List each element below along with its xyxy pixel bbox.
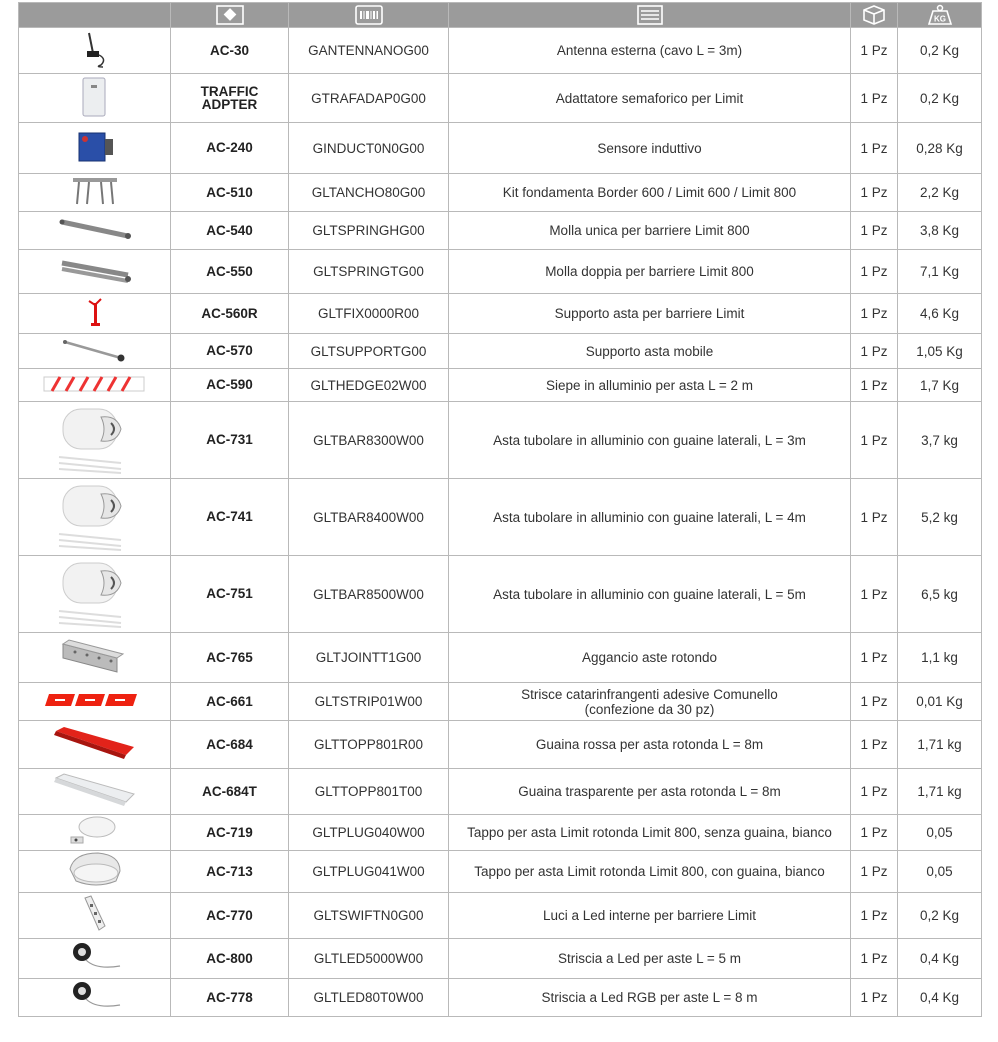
quantity: 1 Pz [851,683,898,721]
table-row [19,369,982,402]
quantity: 1 Pz [851,479,898,556]
quantity: 1 Pz [851,556,898,633]
table-row [19,851,982,893]
product-thumbnail [19,212,171,250]
header-desc-col [449,3,851,28]
weight: 1,7 Kg [898,369,982,402]
weight: 2,2 Kg [898,174,982,212]
product-description: Adattatore semaforico per Limit [449,74,851,123]
product-thumbnail [19,815,171,851]
product-code: AC-770 [171,893,289,939]
table-row [19,556,982,633]
product-code: AC-765 [171,633,289,683]
article-code: GLTBAR8300W00 [289,402,449,479]
weight: 1,1 kg [898,633,982,683]
table-row [19,250,982,294]
package-icon [861,4,887,26]
product-code: AC-540 [171,212,289,250]
product-description: Sensore induttivo [449,123,851,174]
article-code: GLTBAR8400W00 [289,479,449,556]
product-code: AC-590 [171,369,289,402]
weight: 0,05 [898,851,982,893]
article-code: GANTENNANOG00 [289,28,449,74]
product-thumbnail [19,479,171,556]
quantity: 1 Pz [851,851,898,893]
product-code: AC-30 [171,28,289,74]
quantity: 1 Pz [851,334,898,369]
barcode-icon [355,5,383,25]
article-code: GLTTOPP801T00 [289,769,449,815]
article-code: GINDUCT0N0G00 [289,123,449,174]
table-row [19,74,982,123]
header-row [19,3,982,28]
weight: 0,4 Kg [898,939,982,979]
article-code: GLTLED5000W00 [289,939,449,979]
weight: 1,71 kg [898,769,982,815]
joint-image [19,634,170,681]
table-row [19,334,982,369]
weight: 3,8 Kg [898,212,982,250]
product-thumbnail [19,250,171,294]
svg-text:KG: KG [933,14,946,24]
header-qty-col [851,3,898,28]
table-row [19,174,982,212]
product-description: Luci a Led interne per barriere Limit [449,893,851,939]
weight: 0,01 Kg [898,683,982,721]
quantity: 1 Pz [851,893,898,939]
product-description: Kit fondamenta Border 600 / Limit 600 / Limit 800 [449,174,851,212]
weight: 0,2 Kg [898,893,982,939]
product-code: AC-570 [171,334,289,369]
hedge-image [19,371,170,400]
product-thumbnail [19,979,171,1017]
product-code: AC-731 [171,402,289,479]
table-row [19,683,982,721]
product-description: Strisce catarinfrangenti adesive Comunello (confezione da 30 pz) [449,683,851,721]
product-thumbnail [19,369,171,402]
product-thumbnail [19,74,171,123]
table-row [19,123,982,174]
article-code: GTRAFADAP0G00 [289,74,449,123]
article-code: GLTSTRIP01W00 [289,683,449,721]
table-row [19,893,982,939]
product-description: Guaina trasparente per asta rotonda L = 8m [449,769,851,815]
weight: 0,2 Kg [898,28,982,74]
quantity: 1 Pz [851,369,898,402]
header-weight-col [898,3,982,28]
article-code: GLTLED80T0W00 [289,979,449,1017]
article-code: GLTSWIFTN0G00 [289,893,449,939]
product-description: Molla unica per barriere Limit 800 [449,212,851,250]
bar-image [19,557,170,632]
product-thumbnail [19,294,171,334]
product-description: Tappo per asta Limit rotonda Limit 800, con guaina, bianco [449,851,851,893]
reel-image [19,940,170,977]
article-code: GLTTOPP801R00 [289,721,449,769]
table-row [19,815,982,851]
quantity: 1 Pz [851,939,898,979]
weight: 0,2 Kg [898,74,982,123]
strips-image [19,688,170,715]
weight: 5,2 kg [898,479,982,556]
article-code: GLTSPRINGTG00 [289,250,449,294]
product-description: Aggancio aste rotondo [449,633,851,683]
quantity: 1 Pz [851,294,898,334]
product-code: AC-719 [171,815,289,851]
article-code: GLTANCHO80G00 [289,174,449,212]
product-code: AC-240 [171,123,289,174]
reel-image [19,979,170,1016]
quantity: 1 Pz [851,212,898,250]
table-row [19,979,982,1017]
weight: 7,1 Kg [898,250,982,294]
bar-image [19,403,170,478]
quantity: 1 Pz [851,250,898,294]
product-description: Tappo per asta Limit rotonda Limit 800, senza guaina, bianco [449,815,851,851]
clearsheath-image [19,772,170,811]
product-code: AC-741 [171,479,289,556]
table-row [19,769,982,815]
ledboard-image [19,894,170,937]
product-description: Molla doppia per barriere Limit 800 [449,250,851,294]
antenna-image [19,29,170,72]
product-description: Supporto asta mobile [449,334,851,369]
weight: 6,5 kg [898,556,982,633]
quantity: 1 Pz [851,721,898,769]
table-row [19,28,982,74]
spring2-image [19,253,170,290]
article-code: GLTJOINTT1G00 [289,633,449,683]
weight: 0,05 [898,815,982,851]
product-code: AC-800 [171,939,289,979]
product-thumbnail [19,402,171,479]
product-description: Striscia a Led RGB per aste L = 8 m [449,979,851,1017]
rod-image [19,336,170,367]
article-code: GLTHEDGE02W00 [289,369,449,402]
product-thumbnail [19,721,171,769]
redsheath-image [19,725,170,764]
product-code: AC-713 [171,851,289,893]
product-description: Asta tubolare in alluminio con guaine laterali, L = 4m [449,479,851,556]
product-thumbnail [19,893,171,939]
quantity: 1 Pz [851,123,898,174]
weight: 4,6 Kg [898,294,982,334]
product-description: Striscia a Led per aste L = 5 m [449,939,851,979]
table-row [19,633,982,683]
product-thumbnail [19,769,171,815]
product-thumbnail [19,28,171,74]
article-code: GLTPLUG041W00 [289,851,449,893]
product-thumbnail [19,633,171,683]
product-code: AC-661 [171,683,289,721]
bar-image [19,480,170,555]
product-code: AC-751 [171,556,289,633]
header-gcode-col [289,3,449,28]
quantity: 1 Pz [851,979,898,1017]
product-thumbnail [19,851,171,893]
table-row [19,479,982,556]
product-code: AC-778 [171,979,289,1017]
plugdome-image [19,851,170,892]
weight: 1,71 kg [898,721,982,769]
table-row [19,721,982,769]
weight: 0,28 Kg [898,123,982,174]
product-code: AC-684T [171,769,289,815]
product-description: Siepe in alluminio per asta L = 2 m [449,369,851,402]
redfix-image [19,295,170,332]
product-code: AC-684 [171,721,289,769]
weight: 1,05 Kg [898,334,982,369]
article-code: GLTFIX0000R00 [289,294,449,334]
quantity: 1 Pz [851,815,898,851]
quantity: 1 Pz [851,402,898,479]
product-thumbnail [19,683,171,721]
article-code: GLTSPRINGHG00 [289,212,449,250]
product-thumbnail [19,556,171,633]
product-thumbnail [19,334,171,369]
product-icon [216,5,244,25]
product-description: Supporto asta per barriere Limit [449,294,851,334]
table-row [19,939,982,979]
table-row [19,212,982,250]
quantity: 1 Pz [851,769,898,815]
header-code-col [171,3,289,28]
quantity: 1 Pz [851,174,898,212]
quantity: 1 Pz [851,74,898,123]
quantity: 1 Pz [851,28,898,74]
product-thumbnail [19,174,171,212]
anchor-image [19,174,170,211]
product-thumbnail [19,939,171,979]
sensor-image [19,125,170,172]
product-description: Asta tubolare in alluminio con guaine laterali, L = 3m [449,402,851,479]
product-code: AC-510 [171,174,289,212]
weight: 3,7 kg [898,402,982,479]
table-row [19,402,982,479]
article-code: GLTPLUG040W00 [289,815,449,851]
accessories-table [18,2,982,1017]
quantity: 1 Pz [851,633,898,683]
weight-icon [927,4,953,26]
product-code: AC-550 [171,250,289,294]
header-image-col [19,3,171,28]
description-icon [636,5,664,25]
product-thumbnail [19,123,171,174]
spring-image [19,214,170,247]
product-description: Guaina rossa per asta rotonda L = 8m [449,721,851,769]
product-code: TRAFFIC ADPTER [171,74,289,123]
article-code: GLTSUPPORTG00 [289,334,449,369]
weight: 0,4 Kg [898,979,982,1017]
product-description: Asta tubolare in alluminio con guaine laterali, L = 5m [449,556,851,633]
plugflat-image [19,815,170,850]
product-code: AC-560R [171,294,289,334]
box-image [19,75,170,122]
article-code: GLTBAR8500W00 [289,556,449,633]
product-description: Antenna esterna (cavo L = 3m) [449,28,851,74]
table-row [19,294,982,334]
